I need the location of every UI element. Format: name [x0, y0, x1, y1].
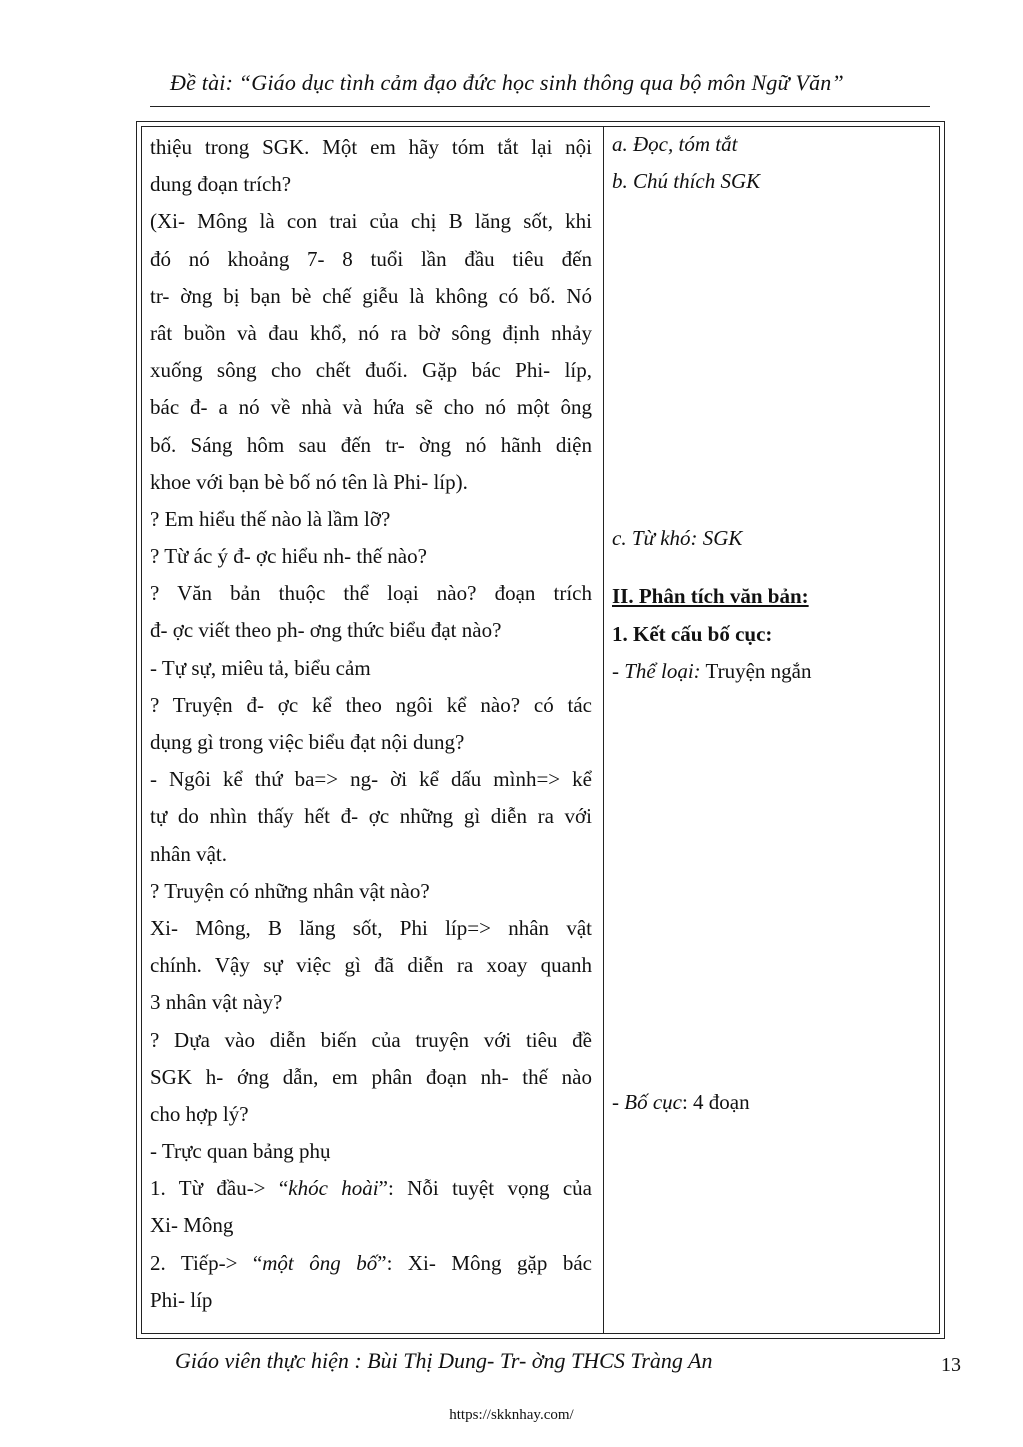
layout-line: [612, 1090, 750, 1115]
column-divider: [603, 127, 604, 1333]
part-2-line: [150, 1245, 592, 1282]
text-line: Xi- Mông: [150, 1213, 234, 1238]
text-line: dụng gì trong việc biểu đạt nội dung?: [150, 730, 465, 754]
text-line: - Tự sự, miêu tả, biểu cảm: [150, 655, 371, 680]
genre-line: [612, 659, 812, 684]
part-1-suffix: ”: Nỗi tuyệt vọng của: [378, 1176, 592, 1201]
header-title: Đề tài: “Giáo dục tình cảm đạo đức học sinh thông qua bộ môn Ngữ Văn”: [170, 70, 844, 95]
layout-value: : 4 đoạn: [681, 1090, 750, 1114]
genre-value: Truyện ngắn: [700, 659, 812, 683]
text-line: đó nó khoảng 7- 8 tuổi lần đầu tiêu đến: [150, 246, 592, 271]
text-line: ? Từ ác ý đ- ợc hiểu nh- thế nào?: [150, 544, 427, 569]
text-line: tự do nhìn thấy hết đ- ợc những gì diễn ra với: [150, 804, 592, 829]
part-2-prefix: 2. Tiếp-> “: [150, 1250, 263, 1275]
text-line: nhân vật.: [150, 841, 227, 866]
text-line: chính. Vậy sự việc gì đã diễn ra xoay quanh: [150, 953, 592, 978]
text-line: khoe với bạn bè bố nó tên là Phi- líp).: [150, 469, 468, 494]
part-1-line: [150, 1170, 592, 1207]
text-line: ? Văn bản thuộc thể loại nào? đoạn trích: [150, 581, 592, 606]
section-heading: II. Phân tích văn bản:: [612, 584, 809, 608]
part-2-suffix: ”: Xi- Mông gặp bác: [377, 1250, 592, 1275]
text-line: dung đoạn trích?: [150, 172, 292, 197]
text-line: xuống sông cho chết đuối. Gặp bác Phi- líp,: [150, 358, 592, 383]
subsection-heading: 1. Kết cấu bố cục:: [612, 622, 773, 646]
text-line: thiệu trong SGK. Một em hãy tóm tắt lại nội: [150, 135, 592, 159]
page-number: 13: [941, 1354, 961, 1376]
text-line: bố. Sáng hôm sau đến tr- ờng nó hãnh diện: [150, 432, 592, 457]
text-line: ? Dựa vào diễn biến của truyện với tiêu đề: [150, 1027, 592, 1052]
text-line: ? Truyện có những nhân vật nào?: [150, 878, 430, 903]
text-line: cho hợp lý?: [150, 1101, 249, 1126]
page-footer: Giáo viên thực hiện : Bùi Thị Dung- Tr- ờng THCS Tràng An: [175, 1348, 713, 1373]
text-line: - Trực quan bảng phụ: [150, 1139, 331, 1164]
item-c: c. Từ khó: SGK: [612, 526, 743, 550]
text-line: tr- ờng bị bạn bè chế giễu là không có bố. Nó: [150, 283, 592, 308]
text-line: - Ngôi kể thứ ba=> ng- ời kể dấu mình=> kể: [150, 767, 592, 792]
page-header: [150, 62, 930, 107]
lesson-table: [136, 121, 945, 1339]
text-line: đ- ợc viết theo ph- ơng thức biểu đạt nào?: [150, 618, 502, 643]
source-url: https://skknhay.com/: [449, 1407, 574, 1423]
text-line: Xi- Mông, B lăng sốt, Phi líp=> nhân vật: [150, 915, 592, 940]
text-line: SGK h- ớng dẫn, em phân đoạn nh- thế nào: [150, 1064, 592, 1089]
text-line: rât buồn và đau khổ, nó ra bờ sông định nhảy: [150, 320, 592, 345]
text-line: 3 nhân vật này?: [150, 990, 283, 1015]
text-line: bác đ- a nó về nhà và hứa sẽ cho nó một ông: [150, 395, 592, 420]
layout-label: - Bố cục: [612, 1090, 682, 1114]
text-line: (Xi- Mông là con trai của chị B lăng sốt, khi: [150, 209, 592, 234]
part-2-quote: một ông bố: [262, 1250, 378, 1275]
genre-label: - Thể loại:: [612, 659, 701, 683]
item-a: a. Đọc, tóm tắt: [612, 132, 738, 156]
lesson-table-inner: [141, 126, 940, 1334]
part-1-prefix: 1. Từ đầu-> “: [150, 1176, 289, 1201]
text-line: ? Truyện đ- ợc kể theo ngôi kể nào? có tác: [150, 692, 592, 717]
part-1-quote: khóc hoài: [288, 1176, 379, 1201]
item-b: b. Chú thích SGK: [612, 169, 761, 193]
teacher-student-activity-column: [150, 129, 592, 1319]
text-line: Phi- líp: [150, 1287, 213, 1312]
text-line: ? Em hiểu thế nào là lầm lỡ?: [150, 506, 391, 531]
